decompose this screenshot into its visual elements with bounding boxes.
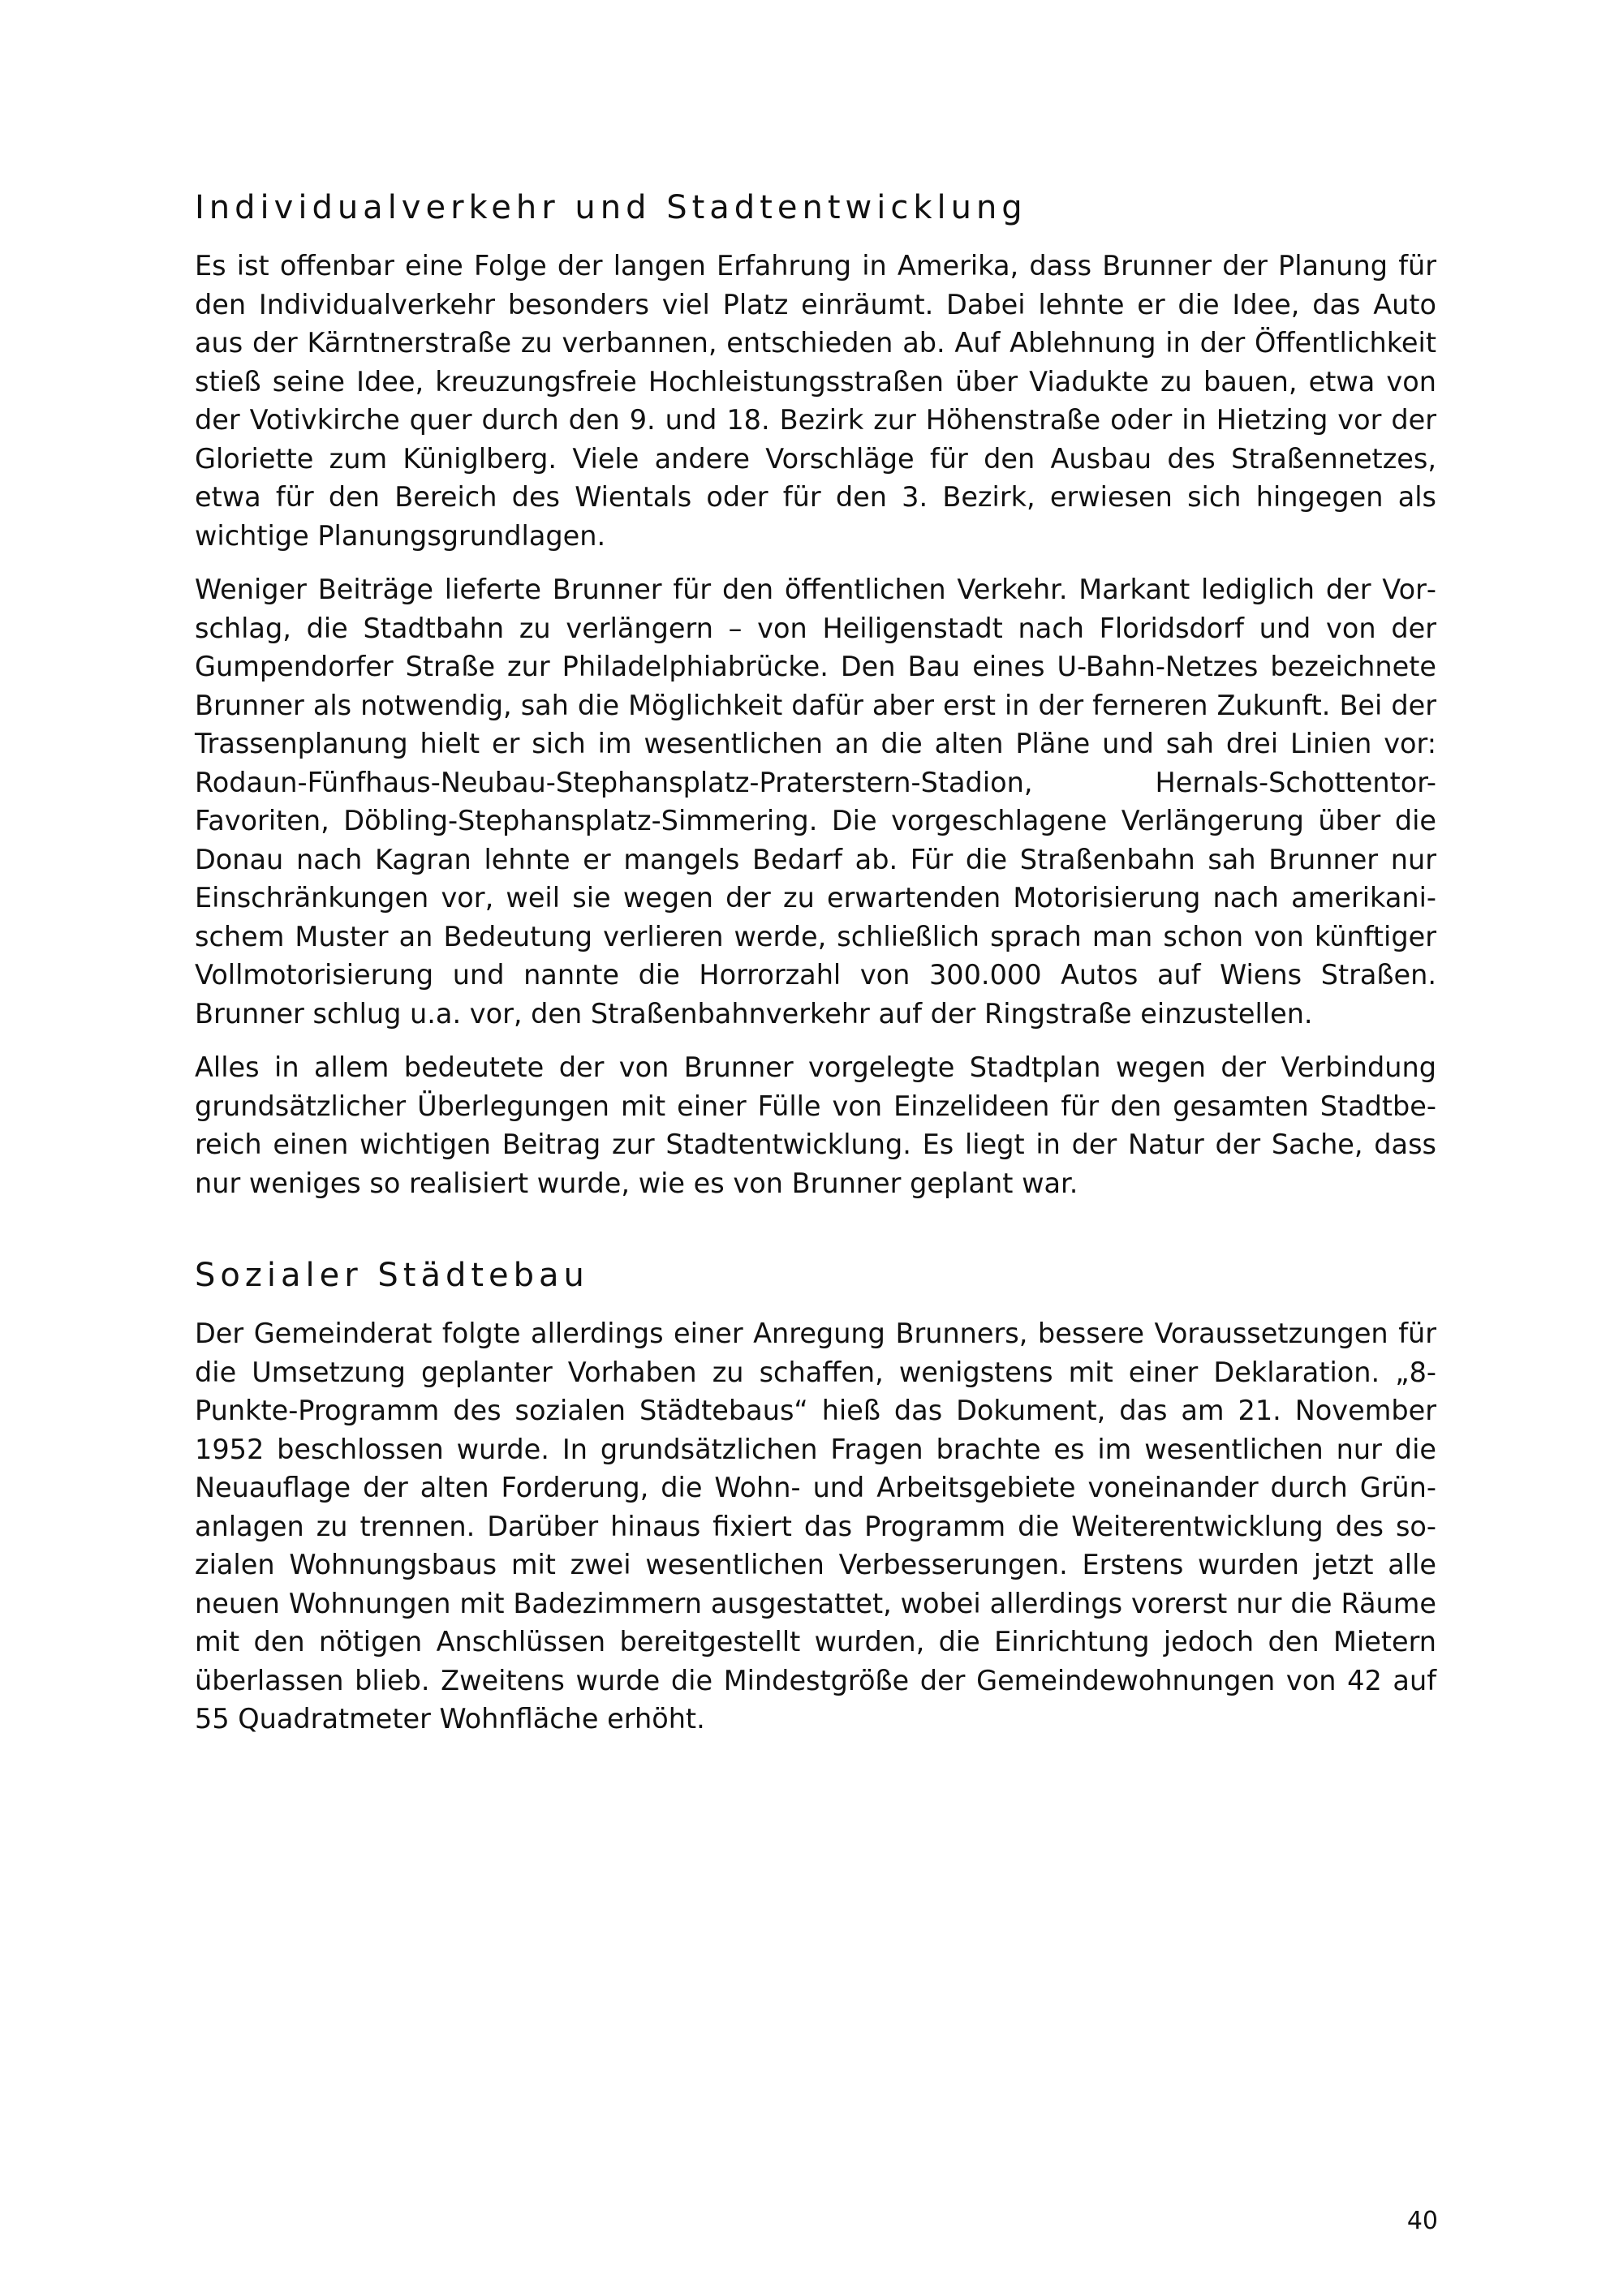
paragraph: Alles in allem bedeutete der von Brunner vorgelegte Stadtplan wegen der Verbindung grundsätzlicher Überlegungen mit einer Fülle von Einzelideen für den gesamten Stadtbereich einen wichtigen Beitrag zur Stadtentwicklung. Es liegt in der Natur der Sache, dass nur weniges so realisiert wurde, wie es von Brunner geplant war. — [195, 1051, 1436, 1199]
paragraph: Weniger Beiträge lieferte Brunner für den öffentlichen Verkehr. Markant lediglich der Vorschlag, die Stadtbahn zu verlängern – von Heiligenstadt nach Floridsdorf und von der Gumpendorfer Straße zur Philadelphiabrücke. Den Bau eines U-Bahn-Netzes bezeichnete Brunner als notwendig, sah die Möglichkeit dafür aber erst in der ferneren Zukunft. Bei der Trassenplanung hielt er sich im wesentlichen an die alten Pläne und sah drei Linien vor: Rodaun-Fünfhaus-Neubau-Stephansplatz-Praterstern-Stadion, Hernals-Schottentor-Favoriten, Döbling-Stephansplatz-Simmering. Die vorgeschlagene Verlängerung über die Donau nach Kagran lehnte er mangels Bedarf ab. Für die Straßenbahn sah Brunner nur Einschränkungen vor, weil sie wegen der zu erwartenden Motorisierung nach amerikanischem Muster an Bedeutung verlieren werde, schließlich sprach man schon von künftiger Vollmotorisierung und nannte die Horrorzahl von 300.000 Autos auf Wiens Straßen. Brunner schlug u.a. vor, den Straßenbahnverkehr auf der Ringstraße einzustellen. — [195, 574, 1436, 1030]
paragraph: Der Gemeinderat folgte allerdings einer Anregung Brunners, bessere Voraussetzungen für die Umsetzung geplanter Vorhaben zu schaffen, wenigstens mit einer Deklaration. „8-Punkte-Programm des sozialen Städtebaus“ hieß das Dokument, das am 21. November 1952 beschlossen wurde. In grundsätzlichen Fragen brachte es im wesentlichen nur die Neuauflage der alten Forderung, die Wohn- und Arbeitsgebiete voneinander durch Grünanlagen zu trennen. Darüber hinaus fixiert das Programm die Weiterentwicklung des sozialen Wohnungsbaus mit zwei wesentlichen Verbesserungen. Erstens wurden jetzt alle neuen Wohnungen mit Badezimmern ausgestattet, wobei allerdings vorerst nur die Räume mit den nötigen Anschlüssen bereitgestellt wurden, die Einrichtung jedoch den Mietern überlassen blieb. Zweitens wurde die Mindestgröße der Gemeindewohnungen von 42 auf 55 Quadratmeter Wohnfläche erhöht. — [195, 1318, 1436, 1735]
paragraph: Es ist offenbar eine Folge der langen Erfahrung in Amerika, dass Brunner der Planung für den Individualverkehr besonders viel Platz einräumt. Dabei lehnte er die Idee, das Auto aus der Kärntnerstraße zu verbannen, entschieden ab. Auf Ablehnung in der Öffentlichkeit stieß seine Idee, kreuzungsfreie Hochleistungsstraßen über Viadukte zu bauen, etwa von der Votivkirche quer durch den 9. und 18. Bezirk zur Höhenstraße oder in Hietzing vor der Gloriette zum Küniglberg. Viele andere Vorschläge für den Ausbau des Straßennetzes, etwa für den Bereich des Wientals oder für den 3. Bezirk, erwiesen sich hingegen als wichtige Planungsgrundlagen. — [195, 250, 1436, 552]
section-heading: Sozialer Städtebau — [195, 1257, 589, 1294]
page-number: 40 — [1406, 2207, 1438, 2235]
section-sozialer-staedtebau — [195, 1254, 1436, 1739]
section-heading: Individualverkehr und Stadtentwicklung — [195, 189, 1027, 226]
section-individualverkehr — [195, 187, 1436, 1202]
document-page — [195, 187, 1436, 1754]
